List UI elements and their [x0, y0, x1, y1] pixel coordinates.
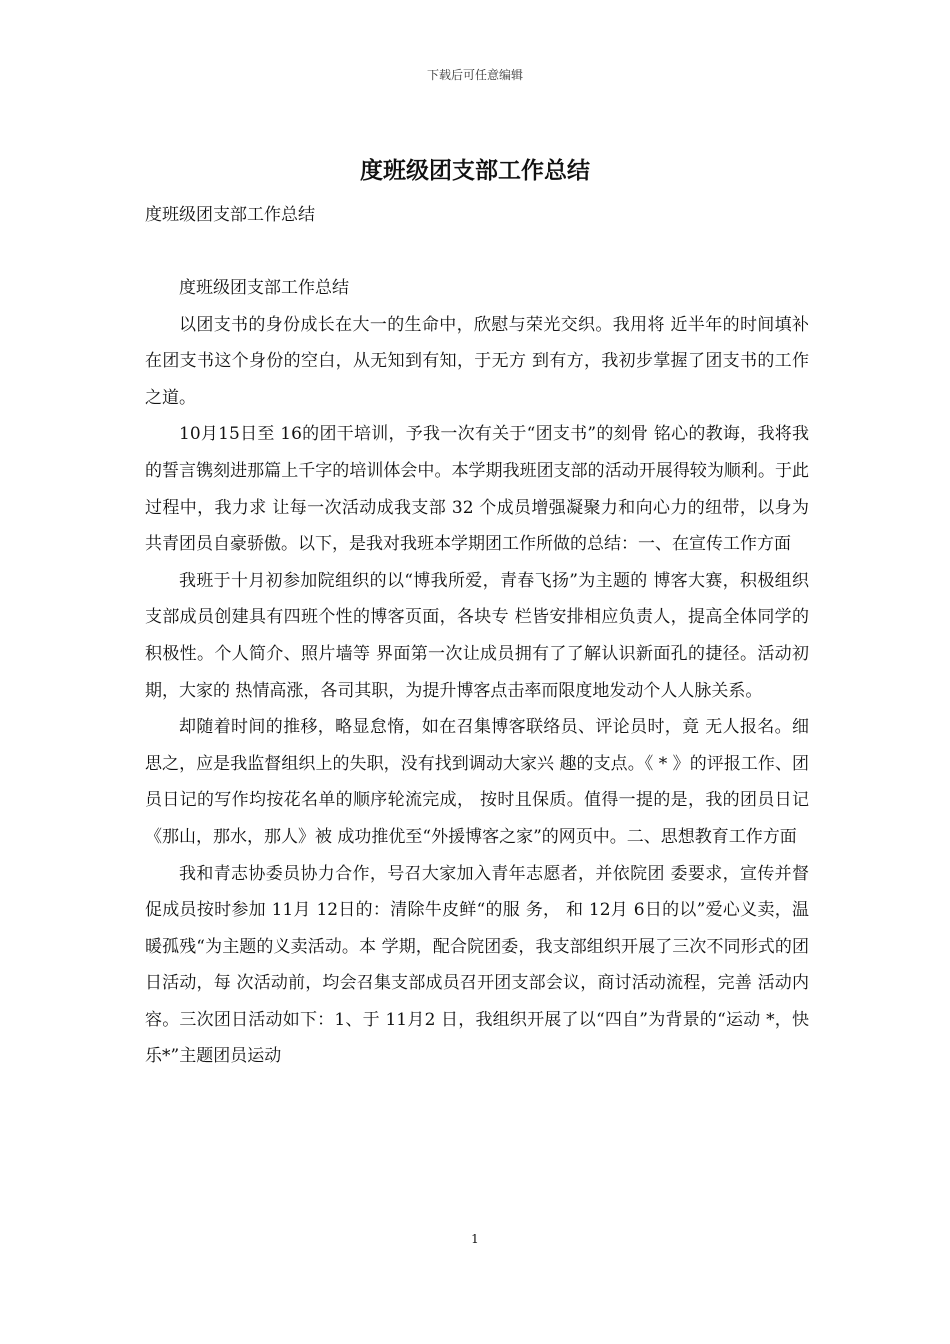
document-title: 度班级团支部工作总结	[360, 157, 590, 184]
body-paragraph: 我班于十月初参加院组织的以“博我所爱，青春飞扬”为主题的 博客大赛，积极组织支部成员创建具有四班个性的博客页面，各块专 栏皆安排相应负责人，提高全体同学的积极性。个人简介、照片墙等 界面第一次让成员拥有了了解认识新面孔的捷径。活动初期，大家的 热情高涨，各司其职，为提升博客点击率而限度地发动个人人脉关系。	[145, 570, 809, 701]
body-paragraph: 以团支书的身份成长在大一的生命中，欣慰与荣光交织。我用将 近半年的时间填补在团支书这个身份的空白，从无知到有知，于无方 到有方，我初步掌握了团支书的工作之道。	[145, 314, 809, 408]
body-paragraph: 10月15日至 16的团干培训，予我一次有关于“团支书”的刻骨 铭心的教诲，我将我的誓言镌刻进那篇上千字的培训体会中。本学期我班团支部的活动开展得较为顺利。于此过程中，我力求 让每一次活动成我支部 32 个成员增强凝聚力和向心力的纽带，以身为 共青团员自豪骄傲。以下，是我对我班本学期团工作所做的总结：一、在宣传工作方面	[145, 424, 809, 555]
body-paragraph: 却随着时间的推移，略显怠惰，如在召集博客联络员、评论员时，竟 无人报名。细思之，应是我监督组织上的失职，没有找到调动大家兴 趣的支点。《 * 》的评报工作、团员日记的写作均按花名单的顺序轮流完成， 按时且保质。值得一提的是，我的团员日记《那山，那水，那人》被 成功推优至“外援博客之家”的网页中。二、思想教育工作方面	[145, 717, 809, 847]
document-body	[145, 270, 809, 1075]
page-number: 1	[471, 1232, 479, 1246]
body-paragraph: 我和青志协委员协力合作，号召大家加入青年志愿者，并依院团 委要求，宣传并督促成员按时参加 11月 12日的：清除牛皮鲜“的服 务， 和 12月 6日的以”爱心义卖，温暖孤残“为主题的义卖活动。本 学期，配合院团委，我支部组织开展了三次不同形式的团日活动，每 次活动前，均会召集支部成员召开团支部会议，商讨活动流程，完善 活动内容。三次团日活动如下：1、于 11月2 日，我组织开展了以“四自”为背景的“运动 *，快 乐*”主题团员运动	[145, 863, 809, 1067]
body-paragraph: 度班级团支部工作总结	[179, 278, 349, 298]
page-header-note: 下载后可任意编辑	[426, 68, 523, 82]
document-subtitle: 度班级团支部工作总结	[145, 205, 315, 225]
